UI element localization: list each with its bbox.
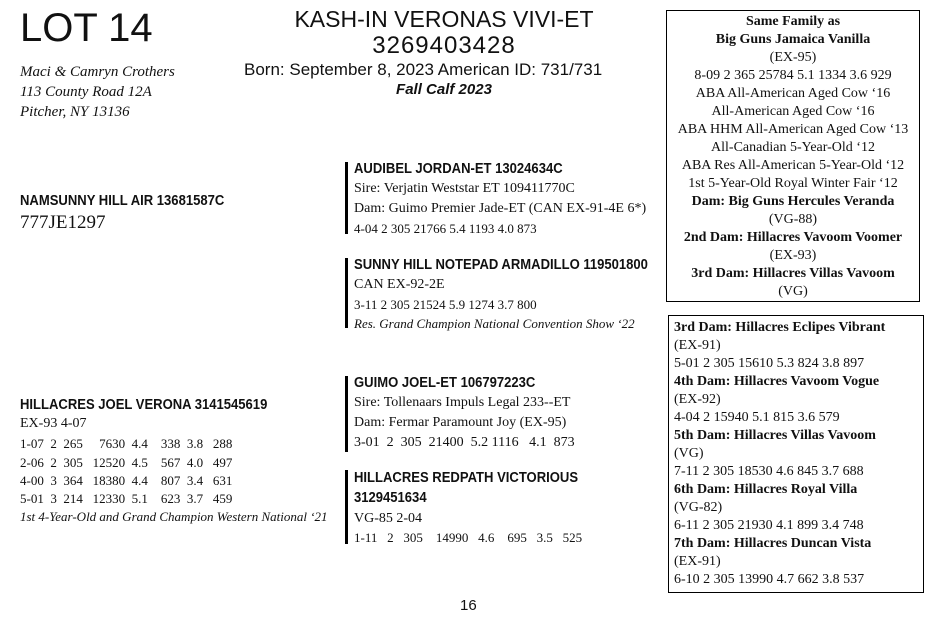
dam-record-2: 2-06 2 305 12520 4.5 567 4.0 497 <box>20 455 233 470</box>
dams-line: 6th Dam: Hillacres Royal Villa <box>674 482 858 497</box>
family-line: Dam: Big Guns Hercules Veranda <box>691 194 895 209</box>
dam-record-4: 5-01 3 214 12330 5.1 623 3.7 459 <box>20 491 233 506</box>
dam-sire-record: 3-01 2 305 21400 5.2 1116 4.1 873 <box>354 435 575 450</box>
sire-sire-bar <box>345 162 348 234</box>
family-line: (VG-88) <box>768 212 818 227</box>
dam-sire-dam: Dam: Fermar Paramount Joy (EX-95) <box>354 415 567 430</box>
family-line: Same Family as <box>745 14 841 29</box>
sire-dam-award: Res. Grand Champion National Convention Show ‘22 <box>354 316 635 331</box>
dam-dam-name-1: HILLACRES REDPATH VICTORIOUS <box>354 470 579 486</box>
owner-street: 113 County Road 12A <box>20 84 152 100</box>
sire-dam-bar <box>345 258 348 328</box>
family-line: All-American Aged Cow ‘16 <box>711 104 875 119</box>
family-line: 1st 5-Year-Old Royal Winter Fair ‘12 <box>688 176 898 191</box>
sire-dam-record: 3-11 2 305 21524 5.9 1274 3.7 800 <box>354 297 537 312</box>
dams-line: 3rd Dam: Hillacres Eclipes Vibrant <box>674 320 886 335</box>
dams-line: (EX-92) <box>674 392 721 407</box>
sire-dam-name: SUNNY HILL NOTEPAD ARMADILLO 119501800 <box>354 257 648 273</box>
dam-dam-name-2: 3129451634 <box>354 490 427 506</box>
sire-sire-sire: Sire: Verjatin Weststar ET 109411770C <box>354 181 575 196</box>
dams-line: 6-10 2 305 13990 4.7 662 3.8 537 <box>674 572 865 587</box>
sire-sire-name: AUDIBEL JORDAN-ET 13024634C <box>354 161 563 177</box>
dam-sire-sire: Sire: Tollenaars Impuls Legal 233--ET <box>354 395 571 410</box>
dam-sire-bar <box>345 376 348 452</box>
dams-line: 4-04 2 15940 5.1 815 3.6 579 <box>674 410 840 425</box>
dams-line: 6-11 2 305 21930 4.1 899 3.4 748 <box>674 518 864 533</box>
family-line: 2nd Dam: Hillacres Vavoom Voomer <box>683 230 903 245</box>
sire-dam-name-clip <box>354 257 666 277</box>
sire-sire-record: 4-04 2 305 21766 5.4 1193 4.0 873 <box>354 221 537 236</box>
dams-line: 5-01 2 305 15610 5.3 824 3.8 897 <box>674 356 865 371</box>
dam-record-3: 4-00 3 364 18380 4.4 807 3.4 631 <box>20 473 233 488</box>
family-line: Big Guns Jamaica Vanilla <box>715 32 871 47</box>
dams-line: 7th Dam: Hillacres Duncan Vista <box>674 536 872 551</box>
owner-name: Maci & Camryn Crothers <box>20 64 175 80</box>
dam-name: HILLACRES JOEL VERONA 3141545619 <box>20 397 268 413</box>
family-line: ABA Res All-American 5-Year-Old ‘12 <box>681 158 905 173</box>
family-line: (VG) <box>778 284 808 299</box>
sire-name: NAMSUNNY HILL AIR 13681587C <box>20 193 225 209</box>
maternal-dams-box <box>668 315 924 593</box>
dams-line: (EX-91) <box>674 338 721 353</box>
birth-info: Born: September 8, 2023 American ID: 731/731 <box>244 60 603 79</box>
family-line: (EX-95) <box>769 50 817 65</box>
family-line: ABA HHM All-American Aged Cow ‘13 <box>677 122 909 137</box>
dam-record-1: 1-07 2 265 7630 4.4 338 3.8 288 <box>20 436 233 451</box>
sire-sire-dam: Dam: Guimo Premier Jade-ET (CAN EX-91-4E 6*) <box>354 201 647 216</box>
family-line: 8-09 2 365 25784 5.1 1334 3.6 929 <box>694 68 892 83</box>
same-family-box <box>666 10 920 302</box>
animal-class: Fall Calf 2023 <box>396 81 492 98</box>
owner-city: Pitcher, NY 13136 <box>20 104 130 120</box>
dam-classification: EX-93 4-07 <box>20 416 87 431</box>
dam-award: 1st 4-Year-Old and Grand Champion Western National ‘21 <box>20 509 328 524</box>
dams-line: 5th Dam: Hillacres Villas Vavoom <box>674 428 876 443</box>
family-line: 3rd Dam: Hillacres Villas Vavoom <box>691 266 895 281</box>
dam-dam-bar <box>345 470 348 544</box>
lot-number: LOT 14 <box>20 6 153 50</box>
family-line: (EX-93) <box>769 248 817 263</box>
sire-dam-classification: CAN EX-92-2E <box>354 277 445 292</box>
page-number: 16 <box>460 597 477 614</box>
dams-line: 7-11 2 305 18530 4.6 845 3.7 688 <box>674 464 864 479</box>
dams-line: (VG-82) <box>674 500 723 515</box>
dams-line: 4th Dam: Hillacres Vavoom Vogue <box>674 374 880 389</box>
animal-name: KASH-IN VERONAS VIVI-ET <box>294 6 594 32</box>
animal-registration: 3269403428 <box>372 32 516 59</box>
family-line: All-Canadian 5-Year-Old ‘12 <box>711 140 875 155</box>
dams-line: (EX-91) <box>674 554 721 569</box>
sire-code: 777JE1297 <box>20 212 106 233</box>
family-line: ABA All-American Aged Cow ‘16 <box>695 86 891 101</box>
dam-dam-classification: VG-85 2-04 <box>354 511 423 526</box>
dams-line: (VG) <box>674 446 704 461</box>
dam-dam-record: 1-11 2 305 14990 4.6 695 3.5 525 <box>354 530 583 545</box>
dam-sire-name: GUIMO JOEL-ET 106797223C <box>354 375 536 391</box>
